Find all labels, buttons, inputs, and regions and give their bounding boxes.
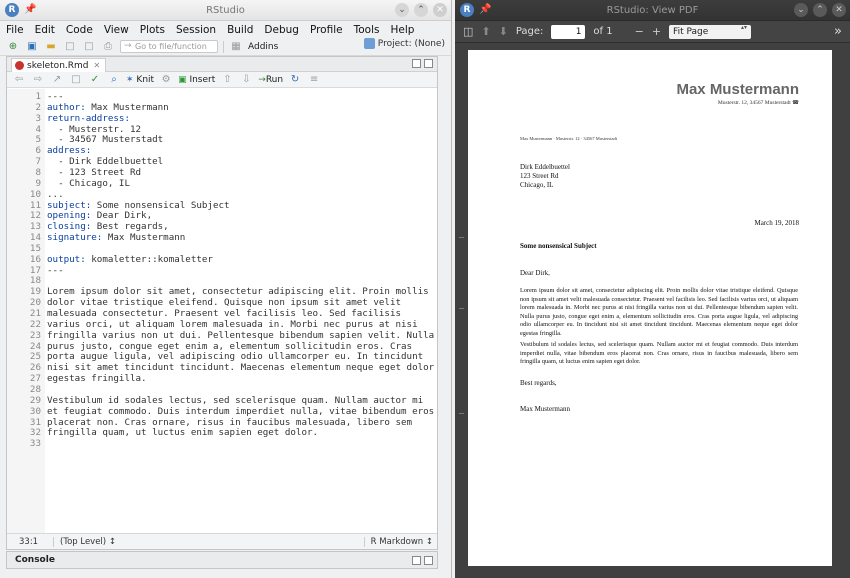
- code-line[interactable]: [7, 91, 437, 102]
- menu-tools[interactable]: Tools: [353, 23, 380, 36]
- code-line[interactable]: [7, 134, 437, 145]
- code-line[interactable]: [7, 167, 437, 178]
- menu-build[interactable]: Build: [227, 23, 254, 36]
- code-editor[interactable]: [7, 89, 437, 533]
- close-button[interactable]: ✕: [433, 3, 447, 17]
- line-number: 4: [35, 123, 41, 135]
- run-button[interactable]: →Run: [258, 74, 284, 85]
- line-number: 12: [29, 210, 41, 222]
- code-line-text: closing: Best regards,: [47, 221, 169, 233]
- console-pane[interactable]: [6, 551, 438, 569]
- code-line-text: ---: [47, 91, 64, 102]
- save-all-icon[interactable]: □: [84, 41, 94, 52]
- code-line-text: et feugiat commodo. Duis interdum imperdiet nulla, vitae bibendum eros: [47, 405, 435, 417]
- scope-selector[interactable]: (Top Level) ↕: [53, 537, 116, 547]
- menu-code[interactable]: Code: [65, 23, 93, 36]
- line-number: 17: [29, 264, 41, 276]
- line-number: 24: [29, 340, 41, 352]
- line-number: 14: [29, 232, 41, 244]
- pin-icon[interactable]: 📌: [24, 4, 37, 15]
- menu-help[interactable]: Help: [390, 23, 415, 36]
- project-icon: [364, 38, 375, 49]
- console-maximize-icon[interactable]: [424, 556, 433, 565]
- sidebar-toggle-icon[interactable]: ◫: [463, 25, 474, 38]
- code-line-text: dolor vitae tristique eleifend. Quisque non ipsum sit amet velit: [47, 297, 402, 309]
- code-line-text: return-address:: [47, 112, 130, 124]
- line-number: 28: [29, 383, 41, 395]
- maximize-button[interactable]: ⌃: [414, 3, 428, 17]
- line-number: 5: [35, 134, 41, 146]
- letter-closing: Best regards,: [520, 379, 557, 387]
- code-line[interactable]: [7, 145, 437, 156]
- line-number: 6: [35, 145, 41, 157]
- zoom-in-icon[interactable]: +: [651, 25, 662, 38]
- code-line-text: placerat non. Cras ornare, risus in faucibus malesuada, libero sem: [47, 416, 413, 428]
- file-type-selector[interactable]: R Markdown ↕: [364, 537, 433, 547]
- code-line-text: - Musterstr. 12: [47, 123, 142, 135]
- fold-mark: [459, 237, 464, 238]
- line-number: 29: [29, 394, 41, 406]
- code-line-text: - Chicago, IL: [47, 177, 130, 189]
- line-number: 3: [35, 112, 41, 124]
- line-number: 9: [35, 177, 41, 189]
- new-file-icon[interactable]: ⊕: [8, 41, 18, 52]
- addressee-line: Dirk Eddelbuettel: [520, 163, 570, 171]
- line-number: 21: [29, 308, 41, 319]
- menu-profile[interactable]: Profile: [309, 23, 343, 36]
- letter-date: March 19, 2018: [754, 219, 799, 227]
- file-tab-label: skeleton.Rmd: [27, 60, 89, 71]
- code-line[interactable]: [7, 297, 437, 308]
- rmd-file-icon: [15, 61, 24, 70]
- menu-edit[interactable]: Edit: [34, 23, 55, 36]
- zoom-select[interactable]: Fit Page ▴▾: [669, 25, 751, 39]
- print-icon[interactable]: ⎙: [104, 41, 112, 52]
- hole-mark: [459, 308, 464, 309]
- code-line[interactable]: [7, 232, 437, 243]
- code-line-text: Lorem ipsum dolor sit amet, consectetur adipiscing elit. Proin mollis: [47, 286, 429, 298]
- code-line[interactable]: [7, 330, 437, 341]
- code-line[interactable]: [7, 200, 437, 211]
- show-in-window-icon[interactable]: ↗: [52, 74, 62, 85]
- save-icon[interactable]: □: [65, 41, 75, 52]
- code-line[interactable]: [7, 254, 437, 265]
- line-number: 19: [29, 286, 41, 298]
- console-minimize-icon[interactable]: [412, 556, 421, 565]
- code-line[interactable]: [7, 221, 437, 232]
- pdf-viewer-window: [455, 0, 850, 578]
- next-page-icon[interactable]: ⬇: [498, 25, 508, 38]
- code-line-text: fringilla varius non ut dui. Pellentesque bibendum sapien velit. Nulla: [47, 329, 435, 341]
- code-line-text: nisi sit amet tincidunt tincidunt. Maecenas elementum neque eget dolor: [47, 362, 435, 374]
- maximize-button[interactable]: ⌃: [813, 3, 827, 17]
- addins-button[interactable]: Addins: [248, 41, 279, 52]
- letter-addressee: [520, 163, 570, 190]
- grid-layout-icon[interactable]: ▦: [231, 41, 241, 52]
- rerun-icon[interactable]: ↻: [290, 74, 300, 85]
- code-line-text: ---: [47, 264, 64, 276]
- letter-paragraph: Lorem ipsum dolor sit amet, consectetur adipiscing elit. Proin mollis dolor vitae tristique eleifend. Quisque non ipsum sit amet velit malesuada consectetur. Praesent vel facilisis leo. Sed facilisis varius orci, ut aliquam lorem malesuada in. Morbi nec purus at nisi fringilla varius non ut dui. Pellentesque bibendum sapien velit. Nulla purus justo, congue eget enim a, elementum sollicitudin eros. Cras porta augue ligula, vel adipiscing odio ullamcorper eu. In tincidunt nisi sit amet tincidunt tincidunt. Maecenas elementum neque eget dolor egestas fringilla.: [520, 287, 798, 337]
- insert-chunk-button[interactable]: ▣ Insert: [178, 74, 216, 85]
- code-line[interactable]: [7, 178, 437, 189]
- source-editor-pane: [6, 56, 438, 550]
- zoom-out-icon[interactable]: −: [634, 25, 644, 38]
- file-tab-skeleton[interactable]: [11, 58, 106, 72]
- window-title: RStudio: [206, 4, 245, 16]
- letter-return-address: Max Mustermann · Musterstr. 12 · 34567 Musterstadt: [520, 136, 617, 141]
- code-line[interactable]: [7, 156, 437, 167]
- code-line-text: - 123 Street Rd: [47, 166, 142, 178]
- new-project-icon[interactable]: ▣: [27, 41, 37, 52]
- code-line[interactable]: [7, 373, 437, 384]
- project-label: Project: (None): [377, 38, 445, 49]
- editor-statusbar: [7, 533, 437, 549]
- line-number: 23: [29, 329, 41, 341]
- code-line-text: varius orci, ut aliquam lorem malesuada in. Morbi nec purus at nisi: [47, 318, 418, 330]
- line-number: 20: [29, 297, 41, 309]
- line-number: 13: [29, 221, 41, 233]
- chunk-down-icon[interactable]: ⇩: [242, 74, 251, 85]
- outline-icon[interactable]: ≡: [309, 74, 319, 85]
- pdf-window-title: RStudio: View PDF: [606, 4, 699, 16]
- pin-icon[interactable]: 📌: [479, 4, 492, 15]
- code-line[interactable]: [7, 265, 437, 276]
- pdf-toolbar: [455, 21, 850, 43]
- code-line[interactable]: [7, 395, 437, 406]
- minimize-pane-icon[interactable]: [412, 59, 421, 68]
- page-label: Page:: [515, 26, 544, 37]
- code-line[interactable]: [7, 308, 437, 319]
- code-line-text: purus justo, congue eget enim a, elementum sollicitudin eros. Cras: [47, 340, 413, 352]
- more-tools-icon[interactable]: »: [834, 24, 842, 39]
- rstudio-titlebar[interactable]: [0, 0, 451, 21]
- line-number: 11: [29, 199, 41, 211]
- code-line[interactable]: [7, 243, 437, 254]
- editor-tabbar: [7, 57, 437, 72]
- line-number: 30: [29, 405, 41, 417]
- line-number: 8: [35, 166, 41, 178]
- previous-page-icon[interactable]: ⬆: [481, 25, 491, 38]
- goto-file-input[interactable]: → Go to file/function: [120, 40, 218, 53]
- menu-view[interactable]: View: [103, 23, 129, 36]
- menu-file[interactable]: File: [6, 23, 24, 36]
- line-number: 32: [29, 427, 41, 439]
- line-number: 18: [29, 275, 41, 287]
- line-number: 10: [29, 188, 41, 200]
- line-number: 2: [35, 101, 41, 113]
- code-line-text: egestas fringilla.: [47, 373, 147, 385]
- menu-session[interactable]: Session: [176, 23, 217, 36]
- minimize-button[interactable]: ⌄: [395, 3, 409, 17]
- code-line[interactable]: [7, 124, 437, 135]
- menu-debug[interactable]: Debug: [264, 23, 299, 36]
- close-button[interactable]: ✕: [832, 3, 846, 17]
- open-folder-icon[interactable]: ▬: [46, 41, 56, 52]
- code-line-text: address:: [47, 145, 92, 157]
- minimize-button[interactable]: ⌄: [794, 3, 808, 17]
- menu-plots[interactable]: Plots: [139, 23, 165, 36]
- code-line[interactable]: [7, 406, 437, 417]
- letter-paragraph: Vestibulum id sodales lectus, sed scelerisque quam. Nullam auctor mi et feugiat commodo. Duis interdum imperdiet nulla, vitae bibendum eros placerat non. Cras ornare, risus in faucibus malesuada, libero sem fringilla quam, ut luctus enim sapien eget dolor.: [520, 341, 798, 366]
- code-line[interactable]: [7, 438, 437, 449]
- line-number: 7: [35, 156, 41, 168]
- code-line[interactable]: [7, 351, 437, 362]
- letter-signature: Max Mustermann: [520, 405, 570, 413]
- code-line-text: - 34567 Musterstadt: [47, 134, 164, 146]
- page-number-input[interactable]: 1: [551, 25, 585, 39]
- console-label: Console: [15, 555, 55, 565]
- code-line-text: - Dirk Eddelbuettel: [47, 156, 164, 168]
- addressee-line: 123 Street Rd: [520, 172, 559, 180]
- code-line[interactable]: [7, 113, 437, 124]
- code-line[interactable]: [7, 189, 437, 200]
- forward-arrow-icon[interactable]: ⇨: [33, 74, 43, 85]
- code-line-text: opening: Dear Dirk,: [47, 210, 153, 222]
- code-line-text: signature: Max Mustermann: [47, 232, 186, 244]
- code-line-text: author: Max Mustermann: [47, 101, 169, 113]
- code-line[interactable]: [7, 275, 437, 286]
- letter-opening: Dear Dirk,: [520, 269, 550, 277]
- line-number: 22: [29, 318, 41, 330]
- chunk-up-icon[interactable]: ⇧: [223, 74, 232, 85]
- letter-subject: Some nonsensical Subject: [520, 242, 597, 250]
- settings-gear-icon[interactable]: ⚙: [161, 74, 171, 85]
- pdf-titlebar[interactable]: [455, 0, 850, 21]
- code-line[interactable]: [7, 102, 437, 113]
- rstudio-logo-icon: R: [5, 3, 19, 17]
- close-tab-icon[interactable]: ✕: [93, 61, 101, 70]
- line-number: 1: [35, 91, 41, 102]
- pdf-page: [468, 50, 832, 566]
- code-line[interactable]: [7, 319, 437, 330]
- editor-toolbar: [7, 72, 437, 88]
- save-file-icon[interactable]: □: [71, 74, 81, 85]
- page-count: of 1: [593, 26, 613, 37]
- menu-bar: [0, 21, 451, 38]
- code-line[interactable]: [7, 417, 437, 428]
- knit-button[interactable]: ✶ Knit: [126, 74, 155, 85]
- pdf-viewport[interactable]: [455, 44, 850, 578]
- code-line-text: Vestibulum id sodales lectus, sed scelerisque quam. Nullam auctor mi: [47, 394, 424, 406]
- code-line[interactable]: [7, 362, 437, 373]
- line-number: 25: [29, 351, 41, 363]
- spellcheck-icon[interactable]: ✓: [90, 74, 100, 85]
- line-number: 27: [29, 373, 41, 385]
- toolbar-divider: [223, 41, 224, 53]
- line-number: 31: [29, 416, 41, 428]
- fold-mark: [459, 413, 464, 414]
- code-line[interactable]: [7, 427, 437, 438]
- find-icon[interactable]: ⌕: [111, 74, 117, 85]
- code-line-text: porta augue ligula, vel adipiscing odio ullamcorper eu. In tincidunt: [47, 351, 424, 363]
- line-number: 16: [29, 253, 41, 265]
- letter-sender-address: Musterstr. 12, 34567 Musterstadt ☎: [717, 100, 799, 106]
- letter-sender-name: Max Mustermann: [676, 81, 799, 98]
- code-line-text: subject: Some nonsensical Subject: [47, 199, 230, 211]
- maximize-pane-icon[interactable]: [424, 59, 433, 68]
- code-line[interactable]: [7, 286, 437, 297]
- code-line-text: ...: [47, 188, 64, 200]
- code-line[interactable]: [7, 384, 437, 395]
- code-line-text: malesuada consectetur. Praesent vel facilisis leo. Sed facilisis: [47, 308, 402, 319]
- addressee-line: Chicago, IL: [520, 181, 554, 189]
- code-line-text: output: komaletter::komaletter: [47, 253, 213, 265]
- line-number: 33: [29, 438, 41, 450]
- cursor-position: 33:1: [19, 537, 39, 547]
- project-menu[interactable]: [364, 38, 445, 49]
- code-line[interactable]: [7, 341, 437, 352]
- rstudio-logo-icon: R: [460, 3, 474, 17]
- line-number: 15: [29, 242, 41, 254]
- back-arrow-icon[interactable]: ⇦: [14, 74, 24, 85]
- code-line-text: fringilla quam, ut luctus enim sapien eget dolor.: [47, 427, 319, 439]
- code-line[interactable]: [7, 210, 437, 221]
- line-number: 26: [29, 362, 41, 374]
